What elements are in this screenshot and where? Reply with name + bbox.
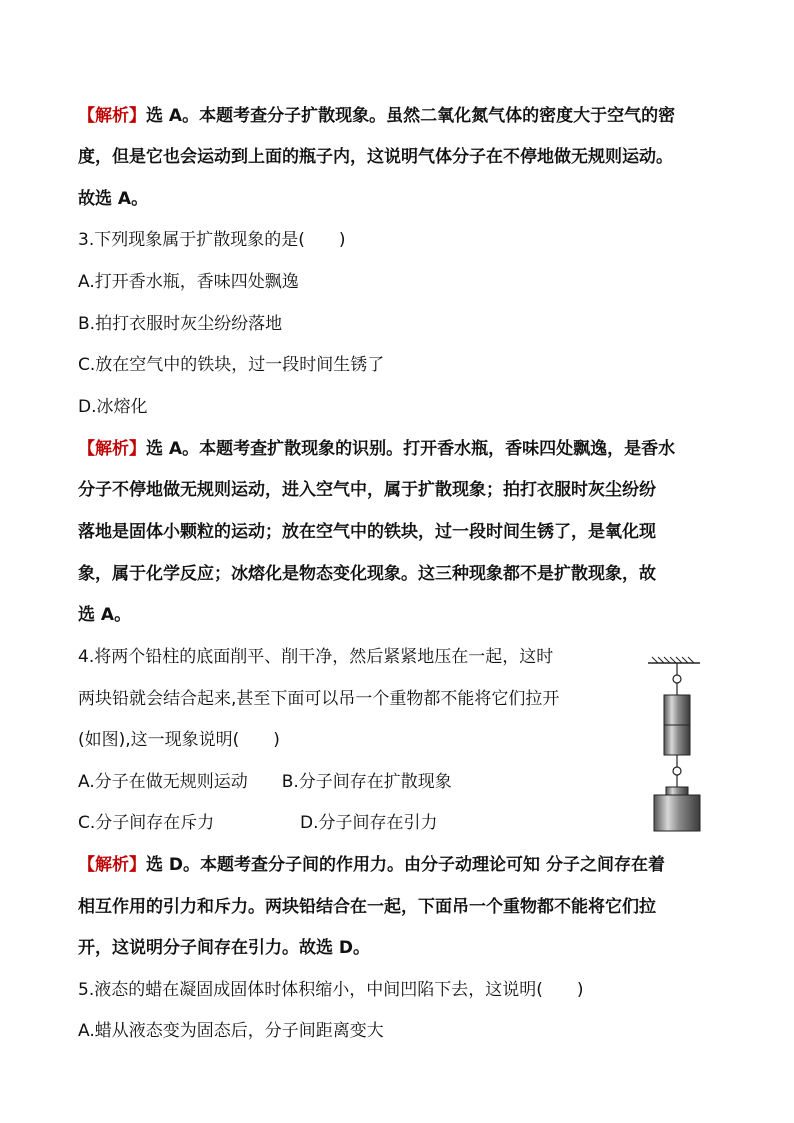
question-4-option-d: D.分子间存在引力 <box>300 813 438 833</box>
upper-lead-cylinder <box>664 695 690 725</box>
analysis-tag: 【解析】 <box>78 106 146 126</box>
answer-3-line-1: 【解析】选 A。本题考查扩散现象的识别。打开香水瓶，香味四处飘逸，是香水 <box>78 439 676 459</box>
answer-4-line-3: 开，这说明分子间存在引力。故选 D。 <box>78 938 371 958</box>
lower-lead-cylinder <box>664 725 690 755</box>
weight-body <box>654 795 700 831</box>
answer-2-line-2: 度，但是它也会运动到上面的瓶子内，这说明气体分子在不停地做无规则运动。 <box>78 147 673 167</box>
question-5-stem: 5.液态的蜡在凝固成固体时体积缩小，中间凹陷下去，这说明( ) <box>78 980 584 1000</box>
question-4-line-2: 两块铅就会结合起来,甚至下面可以吊一个重物都不能将它们拉开 <box>78 689 560 709</box>
answer-3-line-3: 落地是固体小颗粒的运动；放在空气中的铁块，过一段时间生锈了，是氧化现 <box>78 522 656 542</box>
question-4-options-ab <box>78 771 452 793</box>
answer-4-line-2: 相互作用的引力和斥力。两块铅结合在一起，下面吊一个重物都不能将它们拉 <box>78 897 656 917</box>
question-4-option-b: B.分子间存在扩散现象 <box>281 772 452 792</box>
question-3-option-a: A.打开香水瓶，香味四处飘逸 <box>78 272 299 292</box>
answer-3-line-5: 选 A。 <box>78 605 132 625</box>
question-4-option-a: A.分子在做无规则运动 <box>78 772 248 792</box>
lower-hook <box>673 755 681 787</box>
analysis-tag: 【解析】 <box>78 439 146 459</box>
answer-3-line-4: 象，属于化学反应；冰熔化是物态变化现象。这三种现象都不是扩散现象，故 <box>78 564 656 584</box>
question-4-line-1: 4.将两个铅柱的底面削平、削干净，然后紧紧地压在一起，这时 <box>78 647 554 667</box>
answer-2-line-1: 【解析】选 A。本题考查分子扩散现象。虽然二氧化氮气体的密度大于空气的密 <box>78 106 676 126</box>
question-3-option-c: C.放在空气中的铁块，过一段时间生锈了 <box>78 355 385 375</box>
question-4-option-c: C.分子间存在斥力 <box>78 813 215 833</box>
lead-cylinders-figure <box>644 655 704 835</box>
weight-top <box>666 787 688 795</box>
upper-hook <box>673 663 681 695</box>
question-4-line-3: (如图),这一现象说明( ) <box>78 730 280 750</box>
answer-4-line-1: 【解析】选 D。本题考查分子间的作用力。由分子动理论可知 分子之间存在着 <box>78 855 665 875</box>
answer-2-line-3: 故选 A。 <box>78 189 149 209</box>
question-3-option-b: B.拍打衣服时灰尘纷纷落地 <box>78 314 283 334</box>
question-5-option-a: A.蜡从液态变为固态后，分子间距离变大 <box>78 1021 384 1041</box>
question-3-stem: 3.下列现象属于扩散现象的是( ) <box>78 230 346 250</box>
ceiling-support <box>648 657 700 663</box>
question-4-options-cd <box>78 812 438 834</box>
question-3-option-d: D.冰熔化 <box>78 397 148 417</box>
answer-3-line-2: 分子不停地做无规则运动，进入空气中，属于扩散现象；拍打衣服时灰尘纷纷 <box>78 480 656 500</box>
analysis-tag: 【解析】 <box>78 855 146 875</box>
